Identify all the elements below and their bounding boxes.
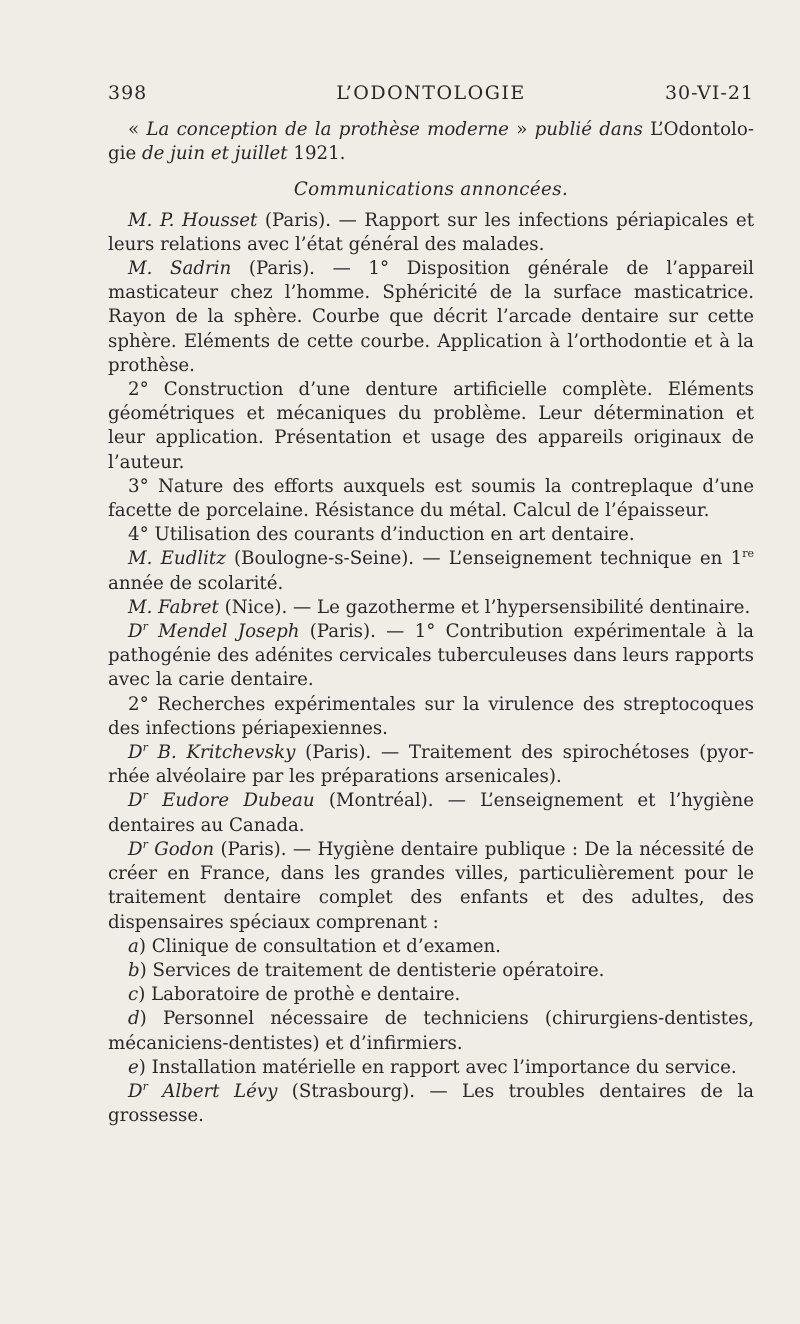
entry-text: (Paris). — Rapport sur les infections périapicales et leurs relations avec l’état général des malades. [108,209,754,255]
issue-date: 30-VI-21 [664,82,754,104]
communication-entry [108,596,754,620]
communication-entry [108,741,754,789]
entry-text: (Strasbourg). — Les troubles dentaires de la grossesse. [108,1080,754,1127]
communication-entry [108,547,754,595]
item-letter: b [128,959,140,981]
communication-entry [108,935,754,959]
item-letter: a [128,935,139,957]
author-title: D [128,621,143,643]
quote-open: « [128,119,147,140]
section-heading: Communications annoncées. [293,179,569,201]
ordinal-number: 1 [730,548,743,570]
page-body [108,118,754,1128]
author-title-sup: r [142,620,148,633]
author-title: D [128,790,143,812]
communication-entry [108,620,754,693]
ordinal-suffix: re [742,547,754,561]
published-in-text: publié dans [534,119,643,140]
entry-text: (Montréal). — L’enseignement et l’hygiène dentaires au Canada. [108,790,754,836]
author-name: Eudore Dubeau [147,790,315,812]
entry-text: 4° Utilisation des courants d’induction en art dentaire. [128,524,635,546]
entry-text: (Paris). — Traitement des spirochétoses (pyorrhée alvéolaire par les préparations arsenicales). [108,742,754,788]
author-name: M. P. Housset [128,209,258,231]
page-number: 398 [108,82,148,104]
entry-text: (Boulogne-s-Seine). — L’enseignement technique en [225,548,731,570]
communication-entry [108,523,754,547]
author-title: D [128,742,143,764]
item-letter: e [128,1056,139,1078]
issue-year: 1921. [287,143,346,165]
author-name: Albert Lévy [147,1080,278,1102]
author-name: M. Eudlitz [128,548,226,570]
author-name: Godon [147,838,215,860]
author-name: Mendel Joseph [147,621,300,643]
entry-text: ) Laboratoire de prothè e dentaire. [138,984,461,1006]
entry-text: (Nice). — Le gazotherme et l’hypersensibilité dentinaire. [218,596,751,618]
entry-text: 2° Construction d’une denture artificielle complète. Eléments géométriques et mécaniques du problème. Leur détermination et leur application. Présentation et usage des appareils originaux de l’auteur. [108,379,754,473]
author-title-sup: r [142,837,148,851]
author-title-sup: r [142,741,148,755]
communication-entry [108,1056,754,1080]
entry-text: ) Installation matérielle en rapport avec l’importance du service. [138,1056,737,1078]
journal-name: L’Odontologie [108,119,754,165]
author-name: M. Fabret [128,596,219,618]
quote-close: » [508,119,535,140]
entry-text: 3° Nature des efforts auxquels est soumis la contreplaque d’une facette de porcelaine. Résistance du métal. Calcul de l’épaisseur. [108,475,754,522]
running-title: L’ODONTOLOGIE [336,82,526,104]
author-title: D [128,838,143,860]
communications-list [108,209,754,1129]
item-letter: d [128,1008,140,1030]
cited-title: La conception de la prothèse moderne [146,119,509,140]
author-title-sup: r [142,1079,148,1093]
author-title: D [128,1080,143,1102]
entry-text: ) Services de traitement de dentisterie opératoire. [139,959,605,981]
entry-text: (Paris). — Hygiène dentaire publique : De la nécessité de créer en France, dans les grandes villes, particulièrement pour le traitement dentaire complet des enfants et des adultes, des dispensaires spéciaux comprenant : [108,838,754,933]
issue-months: de juin et juillet [142,143,288,165]
author-title-sup: r [142,789,148,803]
communication-entry [108,693,754,741]
intro-paragraph [108,118,754,166]
author-name: B. Kritchevsky [147,742,296,764]
communication-entry [108,1007,754,1055]
communication-entry [108,959,754,983]
communication-entry [108,838,754,935]
communication-entry [108,1080,754,1128]
entry-text: (Paris). — 1° Contribution expérimentale à la pathogénie des adénites cervicales tuberculeuses dans leurs rapports avec la carie dentaire. [108,621,754,691]
communication-entry [108,789,754,837]
page-header [108,82,754,112]
entry-text-continued: année de scolarité. [108,572,284,594]
entry-text: ) Clinique de consultation et d’examen. [138,935,501,957]
entry-text: ) Personnel nécessaire de techniciens (chirurgiens-dentistes, mécaniciens-dentistes) et d’infirmiers. [108,1008,754,1054]
communication-entry [108,257,754,378]
communication-entry [108,475,754,523]
communication-entry [108,378,754,475]
entry-text: 2° Recherches expérimentales sur la virulence des streptocoques des infections périapexiennes. [108,693,754,739]
communication-entry [108,983,754,1007]
item-letter: c [128,984,139,1006]
entry-text: (Paris). — 1° Disposition générale de l’appareil masticateur chez l’homme. Sphéricité de la surface masticatrice. Rayon de la sphère. Courbe que décrit l’arcade dentaire sur cette sphère. Eléments de cette courbe. Application à l’orthodontie et à la prothèse. [108,258,754,376]
author-name: M. Sadrin [128,258,232,280]
communication-entry [108,209,754,257]
